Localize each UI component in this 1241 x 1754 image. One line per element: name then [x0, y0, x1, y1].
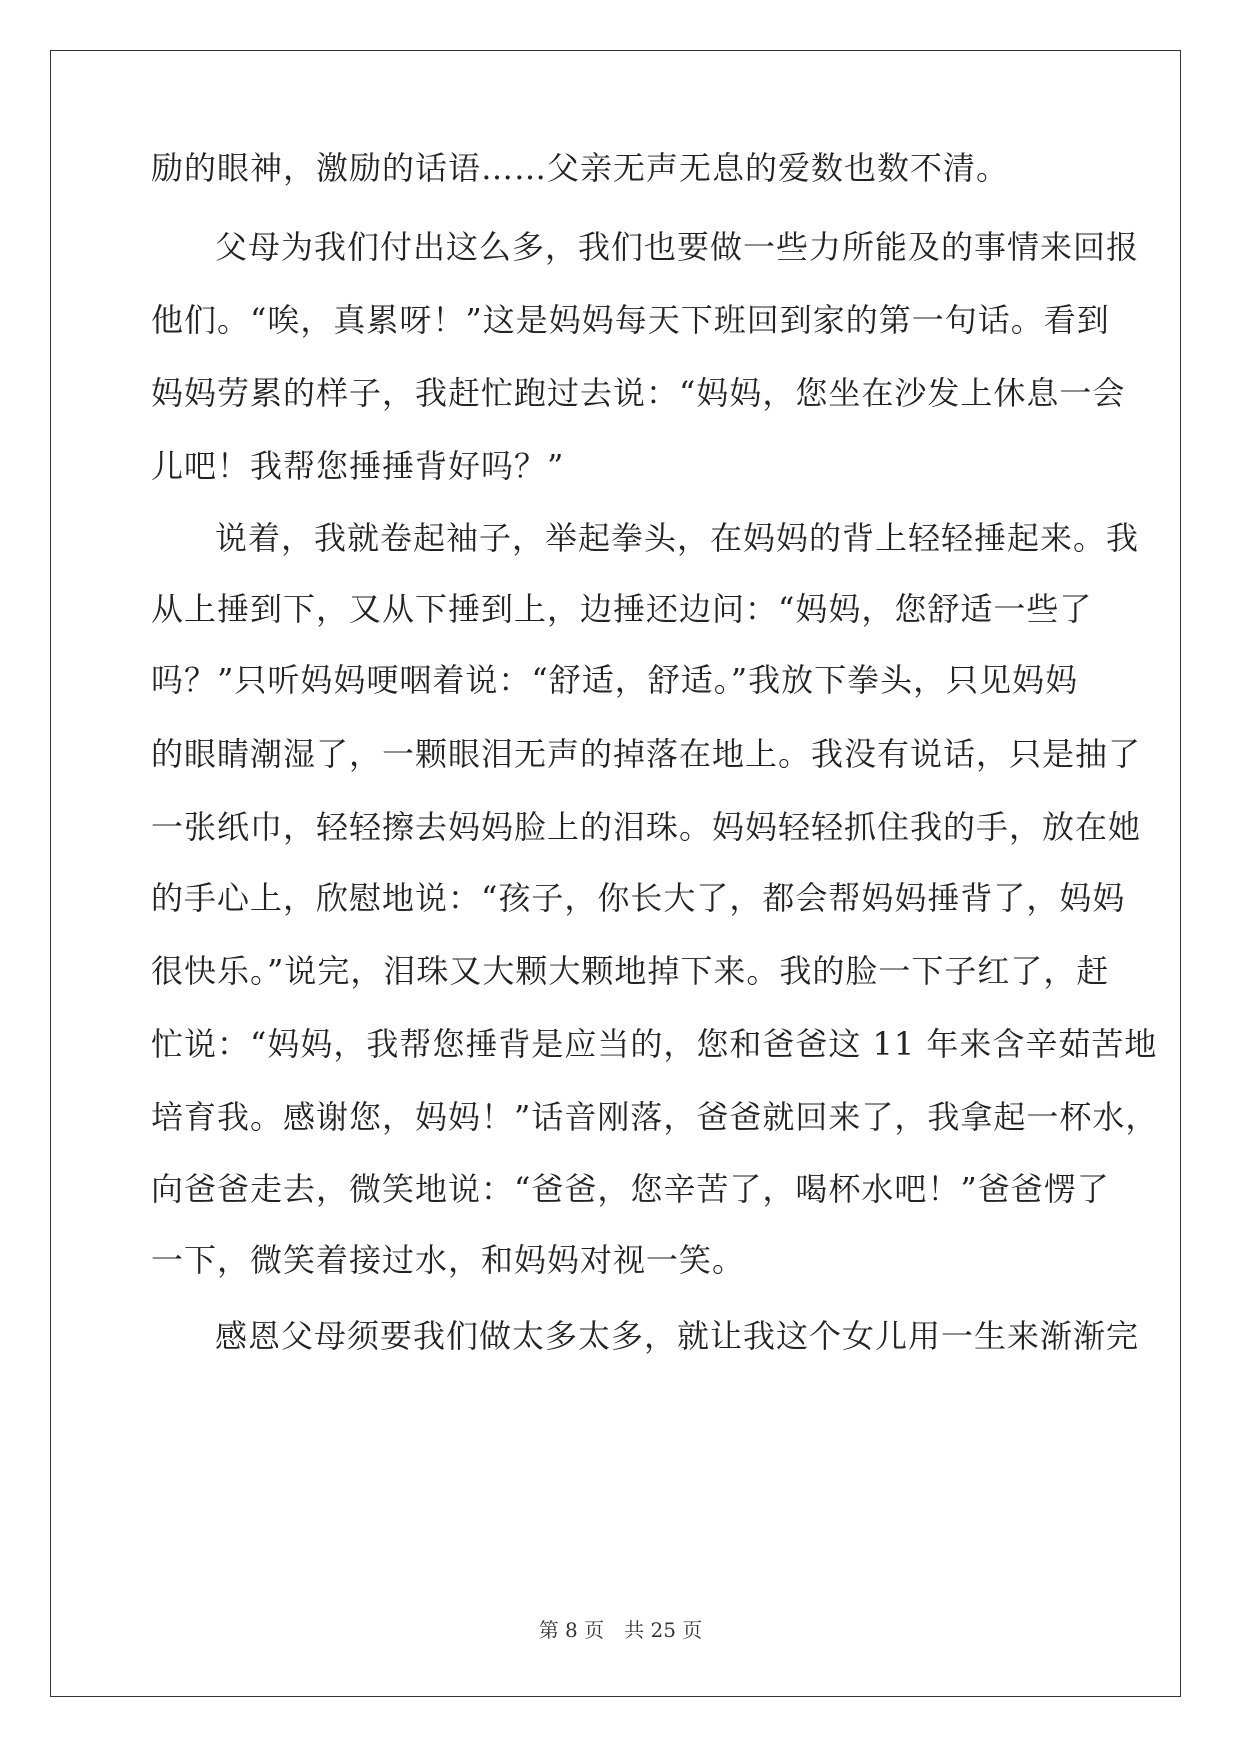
text-line: 很快乐。”说完，泪珠又大颗大颗地掉下来。我的脸一下子红了，赶 — [151, 952, 1110, 990]
text-line: 妈妈劳累的样子，我赶忙跑过去说：“妈妈，您坐在沙发上休息一会 — [151, 374, 1126, 412]
text-line: 吗？”只听妈妈哽咽着说：“舒适，舒适。”我放下拳头，只见妈妈 — [151, 661, 1079, 699]
text-line: 说着，我就卷起袖子，举起拳头，在妈妈的背上轻轻捶起来。我 — [215, 519, 1140, 557]
text-line: 父母为我们付出这么多，我们也要做一些力所能及的事情来回报 — [215, 228, 1140, 266]
text-line: 一下，微笑着接过水，和妈妈对视一笑。 — [151, 1241, 746, 1279]
text-line: 向爸爸走去，微笑地说：“爸爸，您辛苦了，喝杯水吧！”爸爸愣了 — [151, 1170, 1110, 1208]
text-line: 的手心上，欣慰地说：“孩子，你长大了，都会帮妈妈捶背了，妈妈 — [151, 879, 1126, 917]
text-line: 一张纸巾，轻轻擦去妈妈脸上的泪珠。妈妈轻轻抓住我的手，放在她 — [151, 808, 1142, 846]
text-line: 忙说：“妈妈，我帮您捶背是应当的，您和爸爸这 11 年来含辛茹苦地 — [151, 1025, 1158, 1063]
text-line: 儿吧！我帮您捶捶背好吗？” — [151, 447, 565, 485]
text-line: 励的眼神，激励的话语……父亲无声无息的爱数也数不清。 — [151, 149, 1010, 187]
text-line: 从上捶到下，又从下捶到上，边捶还边问：“妈妈，您舒适一些了 — [151, 590, 1093, 628]
text-line: 的眼睛潮湿了，一颗眼泪无声的掉落在地上。我没有说话，只是抽了 — [151, 735, 1142, 773]
text-line: 感恩父母须要我们做太多太多，就让我这个女儿用一生来渐渐完 — [215, 1317, 1140, 1355]
page-number: 第 8 页 共 25 页 — [538, 1618, 703, 1642]
text-line: 培育我。感谢您，妈妈！”话音刚落，爸爸就回来了，我拿起一杯水， — [151, 1098, 1159, 1136]
text-line: 他们。“唉，真累呀！”这是妈妈每天下班回到家的第一句话。看到 — [151, 301, 1110, 339]
